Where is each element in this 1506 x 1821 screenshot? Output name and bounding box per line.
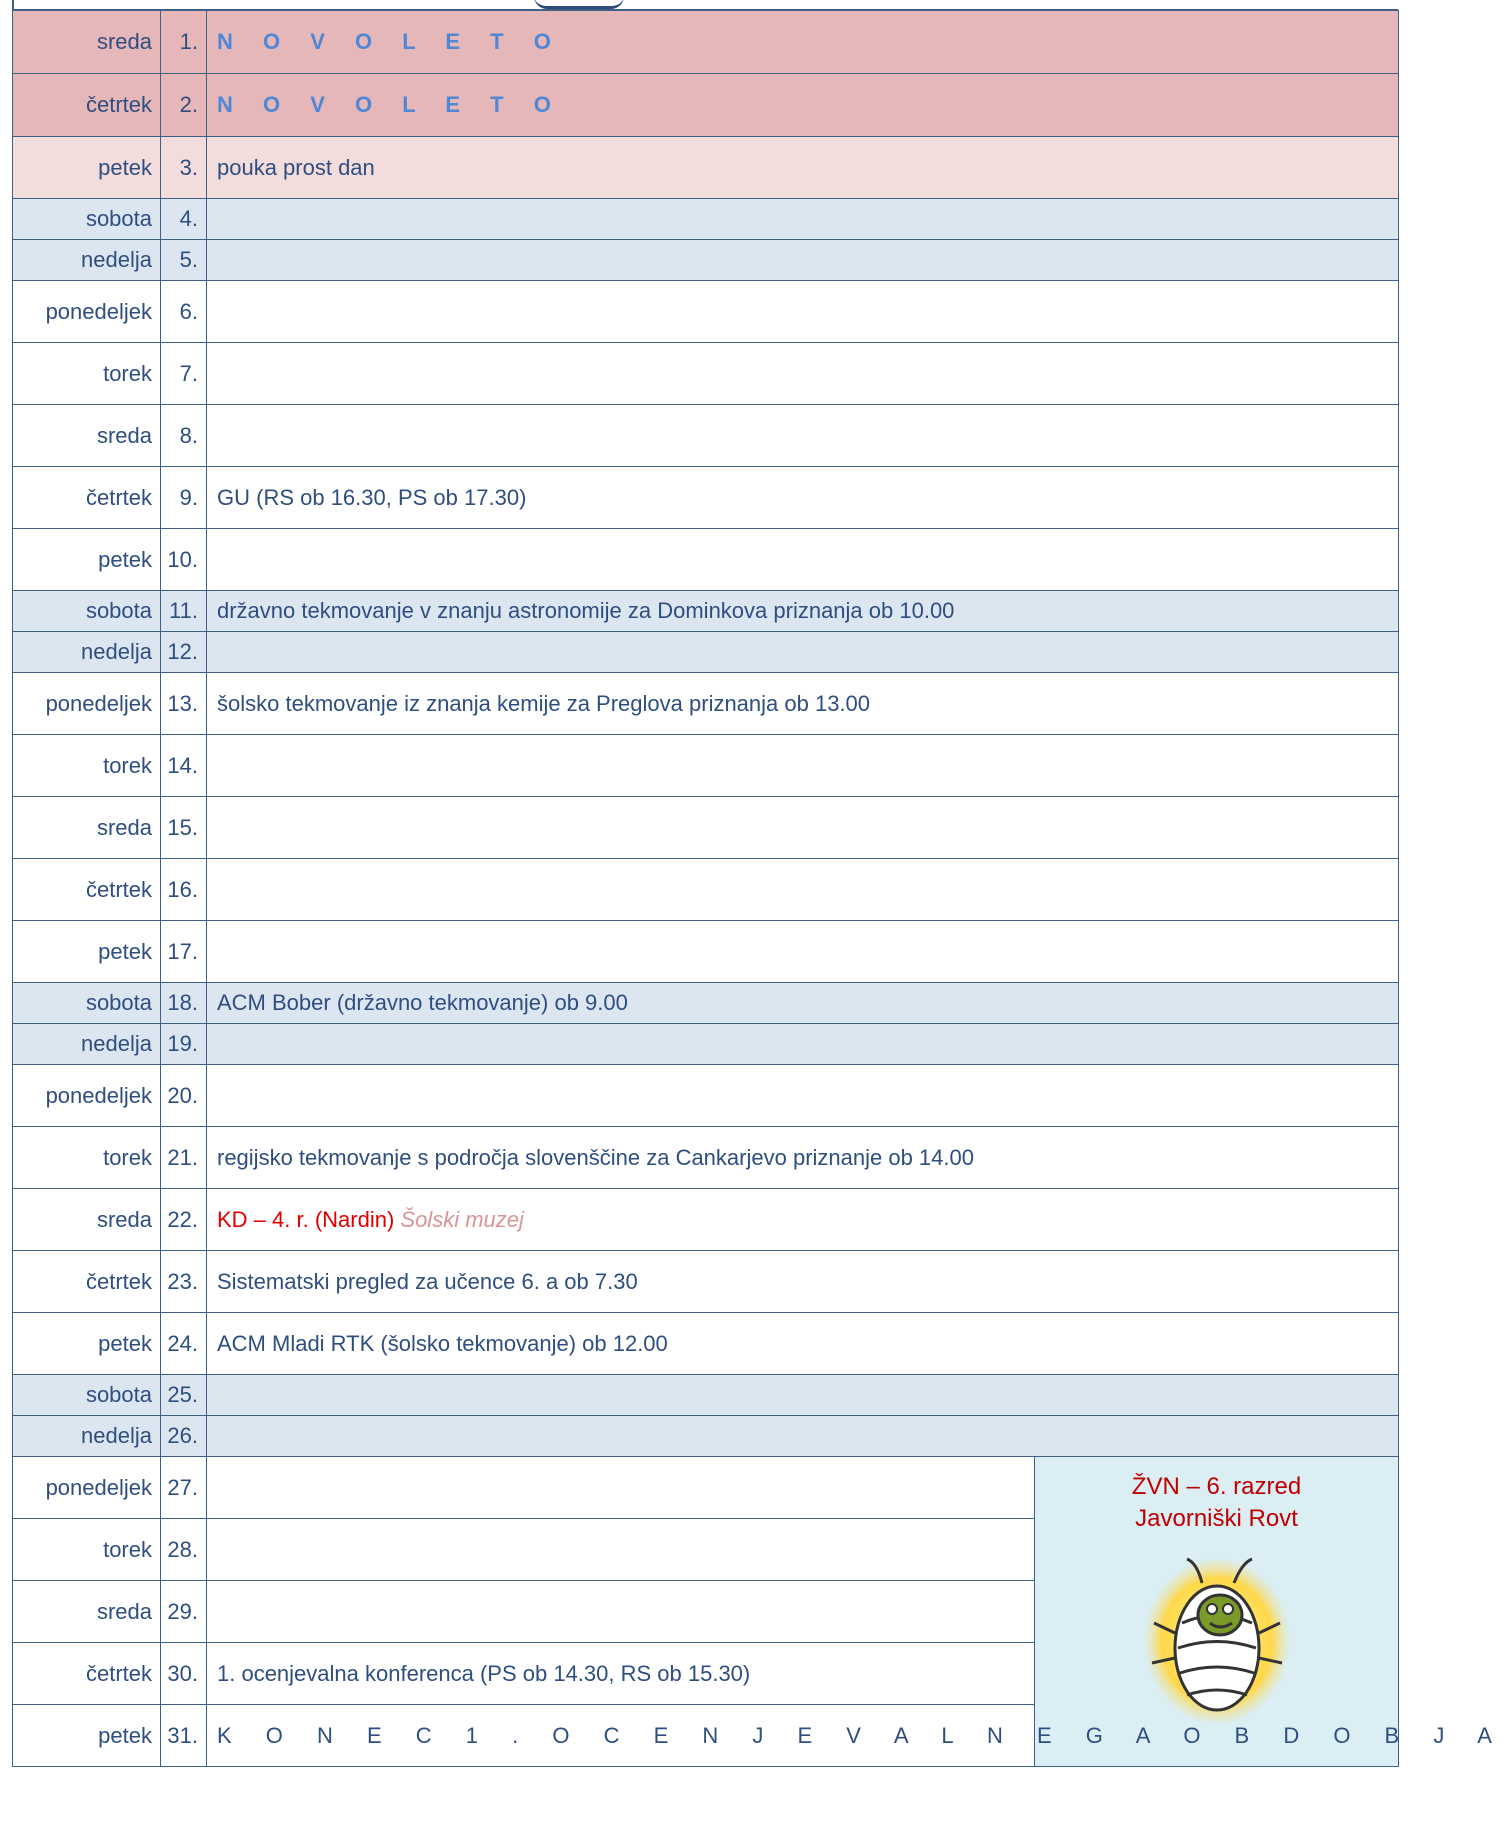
calendar-row [13,1251,1399,1313]
date-cell: 30. [161,1643,207,1705]
event-location-text: Šolski muzej [400,1206,524,1232]
calendar-row [13,1457,1399,1519]
event-cell [207,797,1399,859]
calendar-row [13,1416,1399,1457]
event-cell [207,1581,1035,1643]
date-cell: 1. [161,11,207,74]
calendar-row [13,11,1399,74]
date-cell: 13. [161,673,207,735]
bug-mascot-icon [1142,1553,1292,1723]
event-cell: 1. ocenjevalna konferenca (PS ob 14.30, RS ob 15.30) [207,1643,1035,1705]
event-cell [207,1065,1399,1127]
date-cell: 5. [161,240,207,281]
weekday-cell: sobota [13,199,161,240]
weekday-cell: nedelja [13,240,161,281]
event-cell [207,1519,1035,1581]
month-calendar-table [12,10,1506,1767]
date-cell: 25. [161,1375,207,1416]
date-cell: 17. [161,921,207,983]
calendar-row [13,529,1399,591]
calendar-row [13,199,1399,240]
weekday-cell: četrtek [13,467,161,529]
weekday-cell: torek [13,1127,161,1189]
calendar-row [13,1127,1399,1189]
weekday-cell: sreda [13,1189,161,1251]
event-cell [207,1375,1399,1416]
event-cell [207,281,1399,343]
event-cell [207,11,1399,74]
weekday-cell: sobota [13,591,161,632]
event-cell [207,405,1399,467]
term-end-text: K O N E C 1 . O C E N J E V A L N E G A O B D O B J A [217,1722,1506,1748]
date-cell: 19. [161,1024,207,1065]
event-cell: pouka prost dan [207,137,1399,199]
weekday-cell: nedelja [13,1024,161,1065]
date-cell: 23. [161,1251,207,1313]
event-cell: ACM Bober (državno tekmovanje) ob 9.00 [207,983,1399,1024]
camp-title: ŽVN – 6. razred [1131,1473,1302,1500]
date-cell: 3. [161,137,207,199]
weekday-cell: torek [13,343,161,405]
weekday-cell: petek [13,1705,161,1767]
calendar-row [13,983,1399,1024]
weekday-cell: ponedeljek [13,1065,161,1127]
event-cell: Sistematski pregled za učence 6. a ob 7.30 [207,1251,1399,1313]
weekday-cell: sreda [13,11,161,74]
calendar-row [13,281,1399,343]
event-cell [207,1457,1035,1519]
date-cell: 10. [161,529,207,591]
weekday-cell: četrtek [13,1251,161,1313]
event-cell [207,632,1399,673]
weekday-cell: nedelja [13,632,161,673]
event-cell: GU (RS ob 16.30, PS ob 17.30) [207,467,1399,529]
event-cell [207,1416,1399,1457]
calendar-row [13,1024,1399,1065]
date-cell: 8. [161,405,207,467]
holiday-text: N O V O L E T O [217,92,563,117]
calendar-row [13,1065,1399,1127]
date-cell: 12. [161,632,207,673]
calendar-row [13,343,1399,405]
event-cell [207,74,1399,137]
weekday-cell: sobota [13,983,161,1024]
calendar-row [13,797,1399,859]
date-cell: 27. [161,1457,207,1519]
calendar-row [13,467,1399,529]
calendar-row [13,673,1399,735]
calendar-row [13,735,1399,797]
calendar-row [13,240,1399,281]
event-cell [207,529,1399,591]
holiday-text: N O V O L E T O [217,29,563,54]
weekday-cell: sreda [13,1581,161,1643]
calendar-row [13,405,1399,467]
event-cell: šolsko tekmovanje iz znanja kemije za Preglova priznanja ob 13.00 [207,673,1399,735]
date-cell: 31. [161,1705,207,1767]
weekday-cell: petek [13,1313,161,1375]
weekday-cell: četrtek [13,859,161,921]
calendar-row [13,1375,1399,1416]
date-cell: 4. [161,199,207,240]
calendar-row [13,137,1399,199]
date-cell: 14. [161,735,207,797]
date-cell: 29. [161,1581,207,1643]
date-cell: 21. [161,1127,207,1189]
weekday-cell: sobota [13,1375,161,1416]
date-cell: 2. [161,74,207,137]
event-cell [207,199,1399,240]
weekday-cell: četrtek [13,1643,161,1705]
calendar-row [13,921,1399,983]
calendar-row [13,859,1399,921]
date-cell: 16. [161,859,207,921]
weekday-cell: sreda [13,405,161,467]
date-cell: 9. [161,467,207,529]
weekday-cell: torek [13,1519,161,1581]
weekday-cell: petek [13,529,161,591]
event-cell [207,921,1399,983]
date-cell: 15. [161,797,207,859]
weekday-cell: ponedeljek [13,1457,161,1519]
event-cell [207,1189,1399,1251]
event-cell [207,240,1399,281]
weekday-cell: petek [13,921,161,983]
event-text: KD – 4. r. (Nardin) [217,1206,395,1232]
camp-note-cell [1035,1457,1399,1767]
date-cell: 26. [161,1416,207,1457]
weekday-cell: ponedeljek [13,281,161,343]
event-cell [207,1024,1399,1065]
camp-location: Javorniški Rovt [1135,1505,1298,1532]
weekday-cell: četrtek [13,74,161,137]
date-cell: 24. [161,1313,207,1375]
date-cell: 6. [161,281,207,343]
calendar-row [13,1313,1399,1375]
event-cell: državno tekmovanje v znanju astronomije za Dominkova priznanja ob 10.00 [207,591,1399,632]
weekday-cell: sreda [13,797,161,859]
date-cell: 22. [161,1189,207,1251]
event-cell: regijsko tekmovanje s področja slovenščine za Cankarjevo priznanje ob 14.00 [207,1127,1399,1189]
calendar-row [13,591,1399,632]
weekday-cell: petek [13,137,161,199]
event-cell [207,343,1399,405]
event-cell [207,859,1399,921]
date-cell: 28. [161,1519,207,1581]
date-cell: 11. [161,591,207,632]
event-cell [207,735,1399,797]
weekday-cell: torek [13,735,161,797]
weekday-cell: ponedeljek [13,673,161,735]
calendar-row [13,74,1399,137]
date-cell: 20. [161,1065,207,1127]
calendar-row [13,1189,1399,1251]
date-cell: 7. [161,343,207,405]
calendar-row [13,632,1399,673]
event-cell [207,1705,1506,1767]
weekday-cell: nedelja [13,1416,161,1457]
date-cell: 18. [161,983,207,1024]
event-cell: ACM Mladi RTK (šolsko tekmovanje) ob 12.00 [207,1313,1399,1375]
